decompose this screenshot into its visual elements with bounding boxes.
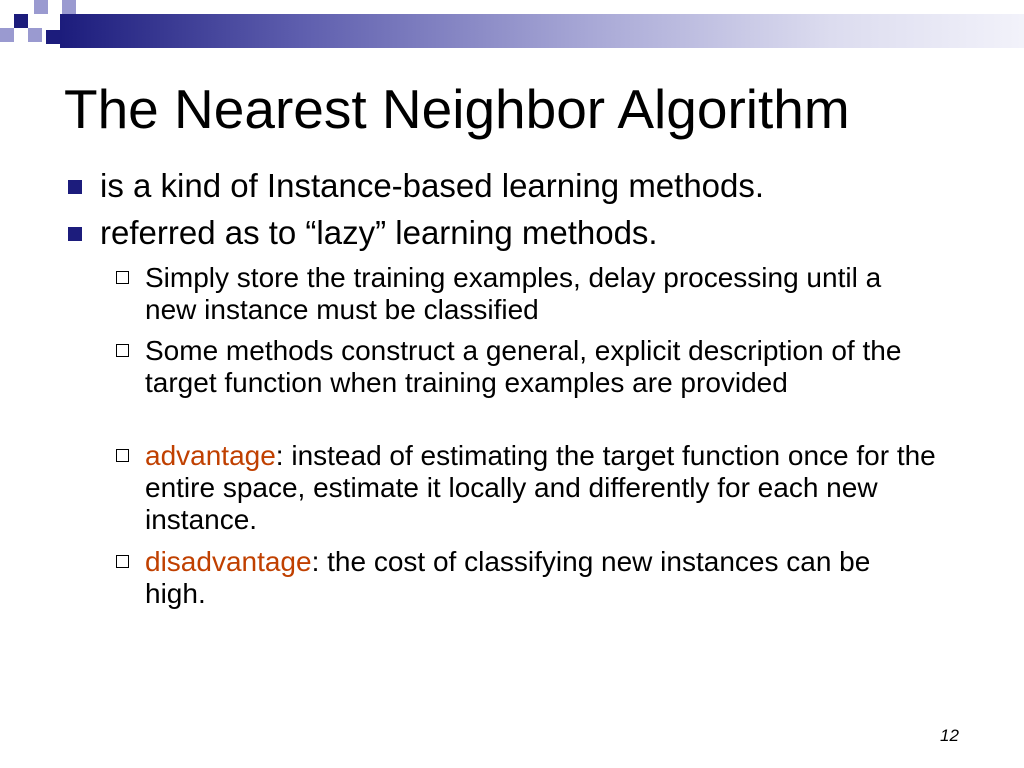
square-bullet-icon (68, 180, 82, 194)
sub-bullet-text (145, 440, 936, 536)
deco-square-lavender (0, 28, 14, 42)
advantage-description: : instead of estimating the target function once for the entire space, estimate it locally and differently for each new instance. (145, 440, 936, 535)
slide-title: The Nearest Neighbor Algorithm (64, 78, 850, 140)
sub-bullet-item (116, 440, 936, 536)
hollow-square-bullet-icon (116, 271, 129, 284)
square-bullet-icon (68, 227, 82, 241)
sub-bullet-item (116, 262, 936, 326)
sub-bullet-text: Simply store the training examples, delay processing until a new instance must be classified (145, 262, 882, 325)
bullet-text: is a kind of Instance-based learning methods. (100, 167, 765, 204)
disadvantage-keyword: disadvantage (145, 546, 312, 577)
disadvantage-description: : the cost of classifying new instances can be high. (145, 546, 871, 609)
sub-bullet-text: Some methods construct a general, explicit description of the target function when training examples are provided (145, 335, 902, 398)
deco-square-lavender (62, 0, 76, 14)
hollow-square-bullet-icon (116, 555, 129, 568)
deco-square-lavender (28, 28, 42, 42)
page-number: 12 (940, 726, 959, 745)
deco-square-lavender (34, 0, 48, 14)
sub-bullet-item (116, 335, 936, 399)
header-gradient-bar (60, 14, 1024, 48)
deco-square-navy (14, 14, 28, 28)
hollow-square-bullet-icon (116, 344, 129, 357)
sub-bullet-text (145, 546, 936, 610)
sub-bullet-item (116, 546, 936, 610)
hollow-square-bullet-icon (116, 449, 129, 462)
deco-square-navy (46, 30, 60, 44)
advantage-keyword: advantage (145, 440, 276, 471)
bullet-text: referred as to “lazy” learning methods. (100, 214, 658, 251)
